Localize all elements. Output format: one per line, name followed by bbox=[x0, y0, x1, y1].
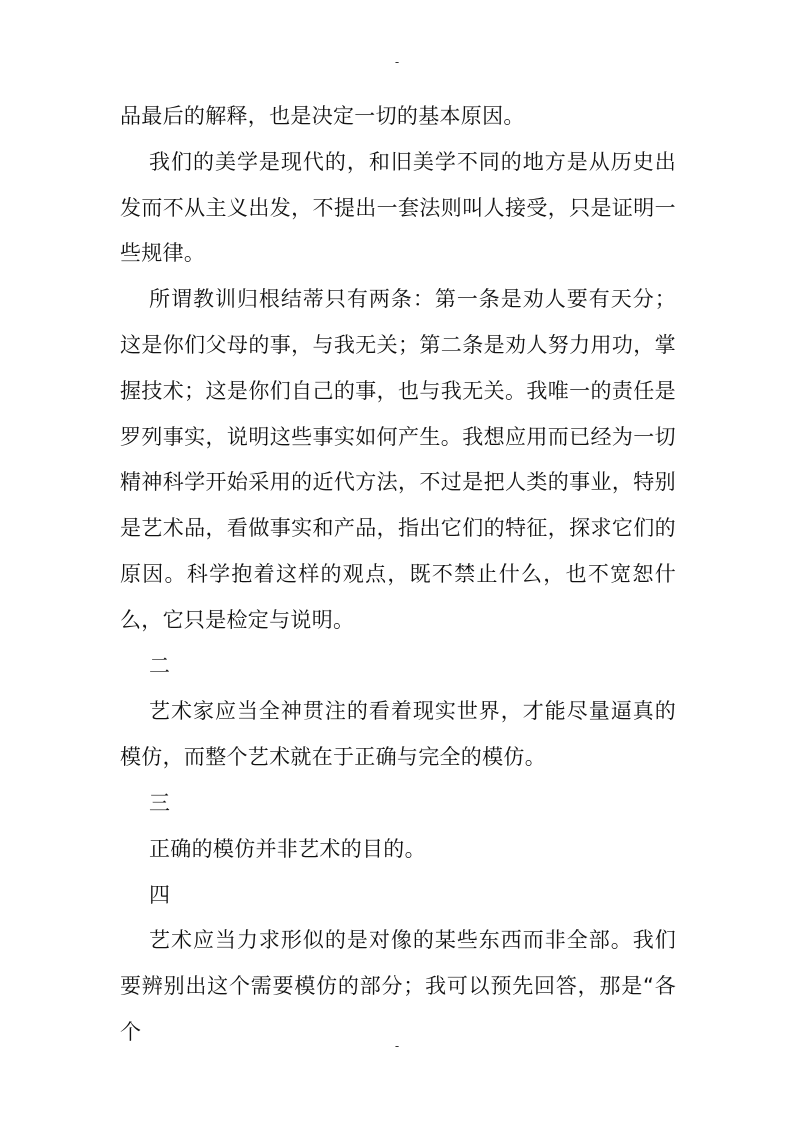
document-body bbox=[120, 94, 676, 1056]
paragraph-4: 艺术家应当全神贯注的看着现实世界，才能尽量逼真的模仿，而整个艺术就在于正确与完全的模仿。 bbox=[120, 699, 676, 770]
page-header-mark: - bbox=[394, 55, 400, 69]
page-footer-mark: - bbox=[394, 1039, 400, 1053]
section-heading-3: 三 bbox=[149, 790, 171, 815]
paragraph-5: 正确的模仿并非艺术的目的。 bbox=[149, 836, 426, 861]
paragraph-6: 艺术应当力求形似的是对像的某些东西而非全部。我们要辨别出这个需要模仿的部分；我可以预先回答，那是“各个 bbox=[120, 928, 676, 1044]
section-heading-4: 四 bbox=[149, 882, 171, 907]
section-heading-2: 二 bbox=[149, 653, 171, 678]
paragraph-1: 品最后的解释，也是决定一切的基本原因。 bbox=[120, 104, 525, 128]
paragraph-3: 所谓教训归根结蒂只有两条：第一条是劝人要有天分；这是你们父母的事，与我无关；第二条是劝人努力用功，掌握技术；这是你们自己的事，也与我无关。我唯一的责任是罗列事实，说明这些事实如何产生。我想应用而已经为一切精神科学开始采用的近代方法，不过是把人类的事业，特别是艺术品，看做事实和产品，指出它们的特征，探求它们的原因。科学抱着这样的观点，既不禁止什么，也不宽恕什么，它只是检定与说明。 bbox=[120, 287, 676, 632]
paragraph-2: 我们的美学是现代的，和旧美学不同的地方是从历史出发而不从主义出发，不提出一套法则叫人接受，只是证明一些规律。 bbox=[120, 149, 676, 266]
